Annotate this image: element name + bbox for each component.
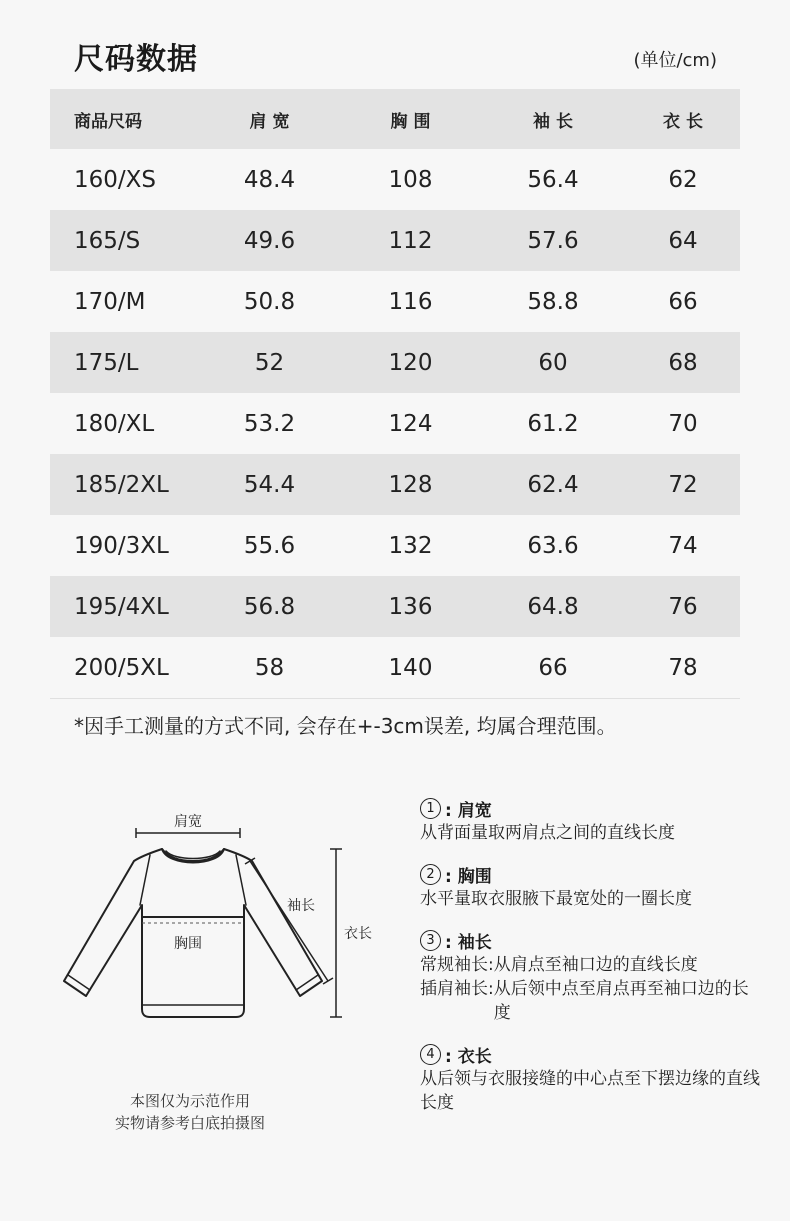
length-cell: 68: [626, 332, 740, 393]
legend-desc: 从后领与衣服接缝的中心点至下摆边缘的直线长度: [420, 1069, 760, 1113]
number-3-icon: 3: [420, 930, 441, 951]
size-cell: 170/M: [74, 288, 146, 315]
size-cell: 160/XS: [74, 166, 157, 193]
sleeve-cell: 61.2: [527, 410, 579, 437]
size-cell: 200/5XL: [50, 637, 198, 699]
table-header-row: [50, 89, 740, 149]
length-cell: 78: [626, 637, 740, 699]
size-cell: 165/S: [50, 210, 198, 271]
table-row: [50, 576, 740, 637]
shoulder-cell: 56.8: [198, 576, 341, 637]
size-table: [50, 89, 740, 699]
shoulder-cell: 55.6: [243, 532, 296, 559]
length-cell: 74: [668, 532, 698, 559]
table-row: [50, 210, 740, 271]
sleeve-cell: 64.8: [480, 576, 626, 637]
length-cell: 72: [626, 454, 740, 515]
diagram-caption: [90, 1090, 290, 1134]
shoulder-cell: 52: [198, 332, 341, 393]
shoulder-cell: 58: [198, 637, 341, 699]
chest-cell: 132: [388, 532, 433, 559]
caption-line: 实物请参考白底拍摄图: [114, 1114, 265, 1132]
length-cell: 62: [668, 166, 698, 193]
legend-item-shoulder: [420, 795, 760, 845]
table-row: [50, 637, 740, 699]
legend-title: : 衣长: [445, 1046, 492, 1067]
measurement-note: *因手工测量的方式不同, 会存在+-3cm误差, 均属合理范围。: [74, 714, 617, 738]
chest-cell: 112: [341, 210, 480, 271]
legend-item-sleeve: [420, 927, 760, 1025]
table-row: [50, 454, 740, 515]
sleeve-cell: 60: [480, 332, 626, 393]
legend-title: : 肩宽: [445, 800, 492, 821]
length-label: 衣长: [344, 926, 372, 942]
sleeve-cell: 63.6: [527, 532, 579, 559]
measurement-legend: [420, 795, 760, 1131]
table-row: [50, 271, 740, 332]
number-1-icon: 1: [420, 798, 441, 819]
length-cell: 64: [626, 210, 740, 271]
sleeve-cell: 66: [480, 637, 626, 699]
shoulder-cell: 54.4: [198, 454, 341, 515]
column-header: 胸 围: [341, 89, 480, 149]
length-cell: 76: [626, 576, 740, 637]
chest-cell: 116: [388, 288, 433, 315]
column-header: 肩 宽: [198, 89, 341, 149]
legend-title: : 袖长: [445, 932, 492, 953]
chest-cell: 108: [388, 166, 433, 193]
legend-value: 从肩点至袖口边的直线长度: [493, 955, 698, 975]
sleeve-cell: 56.4: [527, 166, 579, 193]
length-cell: 70: [668, 410, 698, 437]
size-cell: 180/XL: [74, 410, 155, 437]
unit-label: (单位/cm): [633, 50, 717, 71]
sleeve-cell: 62.4: [480, 454, 626, 515]
shoulder-cell: 48.4: [243, 166, 296, 193]
shoulder-cell: 53.2: [243, 410, 296, 437]
table-row: [50, 332, 740, 393]
legend-title: : 胸围: [445, 866, 492, 887]
legend-key: 插肩袖长:: [420, 979, 494, 999]
sweatshirt-diagram: [50, 795, 380, 1030]
legend-key: 常规袖长:: [420, 955, 494, 975]
table-row: [50, 149, 740, 210]
shoulder-label: 肩宽: [174, 814, 202, 830]
caption-line: 本图仅为示范作用: [129, 1092, 250, 1110]
legend-item-chest: [420, 861, 760, 911]
shoulder-cell: 49.6: [198, 210, 341, 271]
size-cell: 185/2XL: [50, 454, 198, 515]
chest-cell: 120: [341, 332, 480, 393]
column-header: 袖 长: [480, 89, 626, 149]
sleeve-line: [250, 861, 328, 981]
legend-desc: 从背面量取两肩点之间的直线长度: [420, 823, 675, 843]
column-header: 衣 长: [626, 89, 740, 149]
column-header: 商品尺码: [50, 89, 198, 149]
number-4-icon: 4: [420, 1044, 441, 1065]
sweatshirt-outline: [64, 849, 322, 1017]
sleeve-cell: 58.8: [527, 288, 579, 315]
size-cell: 175/L: [50, 332, 198, 393]
page-title: 尺码数据: [74, 42, 198, 77]
legend-item-length: [420, 1041, 760, 1115]
chest-cell: 136: [341, 576, 480, 637]
sleeve-label: 袖长: [287, 898, 315, 914]
chest-cell: 140: [341, 637, 480, 699]
length-cell: 66: [668, 288, 698, 315]
chest-label: 胸围: [174, 936, 202, 952]
table-row: [50, 515, 740, 576]
number-2-icon: 2: [420, 864, 441, 885]
legend-value: 从后领中点至肩点再至袖口边的长度: [493, 979, 749, 1023]
chest-cell: 128: [341, 454, 480, 515]
chest-cell: 124: [388, 410, 433, 437]
size-cell: 195/4XL: [50, 576, 198, 637]
sleeve-cell: 57.6: [480, 210, 626, 271]
size-cell: 190/3XL: [74, 532, 169, 559]
shoulder-cell: 50.8: [243, 288, 296, 315]
legend-desc: 水平量取衣服腋下最宽处的一圈长度: [420, 889, 692, 909]
table-row: [50, 393, 740, 454]
